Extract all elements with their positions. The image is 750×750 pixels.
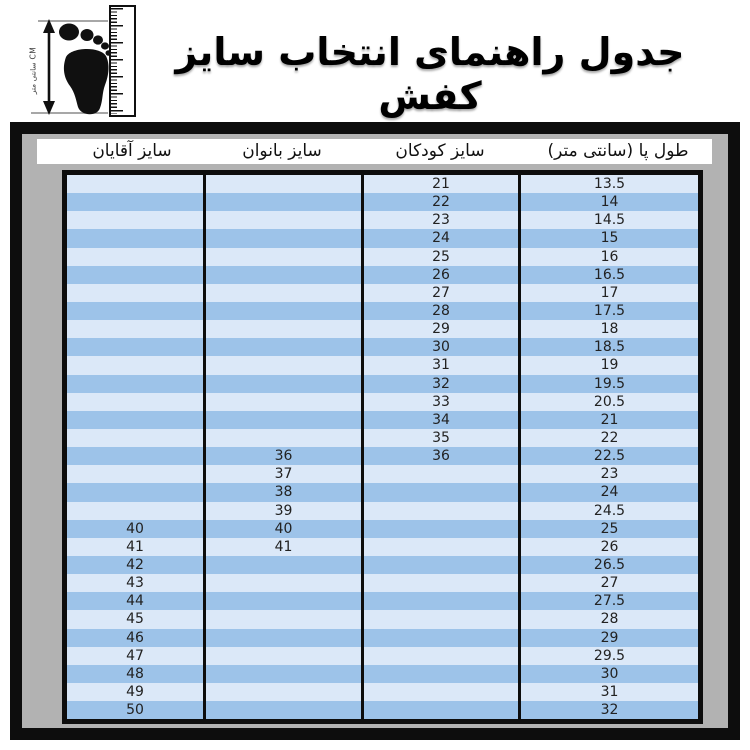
table-cell: 27 [518,574,698,592]
table-cell [203,266,361,284]
column-header-foot-length: طول پا (سانتی متر) [547,141,689,161]
table-row [67,701,698,719]
table-cell [67,411,203,429]
table-row [67,229,698,247]
table-row [67,574,698,592]
ruler-ticks-long [111,8,123,114]
cm-unit-label: CM سانتی متر [28,46,38,95]
table-row [67,683,698,701]
table-cell: 22 [518,429,698,447]
table-cell: 40 [126,520,144,537]
table-cell: 39 [203,502,361,520]
table-row [67,375,698,393]
table-cell: 36 [203,447,361,465]
table-cell: 47 [126,647,144,664]
table-row [67,647,698,665]
table-row [67,629,698,647]
table-cell: 25 [518,520,698,538]
table-cell [67,302,203,320]
table-cell [361,538,518,556]
table-row [67,338,698,356]
table-cell [203,284,361,302]
table-cell: 35 [361,429,518,447]
table-cell: 30 [361,338,518,356]
table-cell: 48 [126,665,144,682]
column-header-womens-size: سایز بانوان [242,141,322,161]
table-cell [67,338,203,356]
table-row [67,411,698,429]
table-row [67,538,698,556]
table-cell: 19.5 [518,375,698,393]
column-header-childrens-size: سایز کودکان [395,141,485,161]
page-title: جدول راهنمای انتخاب سایز کفش [175,30,685,118]
table-cell: 26 [361,266,518,284]
table-cell: 38 [203,483,361,501]
column-header-mens-size: سایز آقایان [92,141,172,161]
table-cell: 18.5 [518,338,698,356]
table-cell [361,465,518,483]
table-cell: 13.5 [518,175,698,193]
table-cell: 16 [518,248,698,266]
table-cell [203,356,361,374]
table-cell: 42 [126,557,144,574]
table-cell [361,592,518,610]
table-row [67,429,698,447]
table-row [67,284,698,302]
table-cell: 18 [518,320,698,338]
table-cell: 24 [361,229,518,247]
table-cell: 32 [361,375,518,393]
table-cell: 44 [126,593,144,610]
table-cell: 15 [518,229,698,247]
table-cell [203,629,361,647]
ruler-icon [109,5,136,117]
table-cell [203,393,361,411]
table-row [67,502,698,520]
table-cell: 41 [126,538,144,555]
table-cell: 33 [361,393,518,411]
table-cell [203,683,361,701]
table-cell: 23 [518,465,698,483]
table-cell [203,338,361,356]
table-cell [67,320,203,338]
size-table [62,170,703,724]
table-cell [67,175,203,193]
table-row [67,592,698,610]
table-cell [67,465,203,483]
table-cell [203,592,361,610]
table-cell [361,574,518,592]
table-cell [67,483,203,501]
table-row [67,610,698,628]
table-row [67,211,698,229]
table-cell: 31 [518,683,698,701]
table-cell: 19 [518,356,698,374]
table-cell [203,211,361,229]
table-cell: 45 [126,611,144,628]
table-cell: 28 [361,302,518,320]
size-table-body [67,175,698,719]
table-row [67,320,698,338]
table-row [67,665,698,683]
table-cell: 29 [361,320,518,338]
table-cell: 36 [361,447,518,465]
table-row [67,302,698,320]
size-chart-frame [10,122,740,740]
table-cell [203,574,361,592]
table-cell [67,447,203,465]
table-cell: 34 [361,411,518,429]
table-cell [203,610,361,628]
table-cell: 37 [203,465,361,483]
table-cell: 29.5 [518,647,698,665]
table-cell: 46 [126,629,144,646]
table-row [67,447,698,465]
table-cell: 43 [126,575,144,592]
table-cell [67,211,203,229]
table-row [67,175,698,193]
table-cell [67,248,203,266]
table-cell: 22 [361,193,518,211]
table-cell [361,647,518,665]
table-cell [361,610,518,628]
table-cell: 26.5 [518,556,698,574]
table-row [67,465,698,483]
table-cell [203,193,361,211]
table-row [67,393,698,411]
table-cell: 14 [518,193,698,211]
table-cell [67,193,203,211]
table-cell: 23 [361,211,518,229]
table-cell [361,483,518,501]
table-header-row [37,139,712,164]
table-row [67,266,698,284]
table-cell [361,520,518,538]
table-cell: 49 [126,684,144,700]
table-cell [67,284,203,302]
table-cell [203,411,361,429]
table-cell: 26 [518,538,698,556]
table-cell [67,429,203,447]
table-cell: 20.5 [518,393,698,411]
table-cell [203,375,361,393]
table-cell: 29 [518,629,698,647]
table-cell [67,393,203,411]
table-cell [203,429,361,447]
table-cell: 50 [126,702,144,719]
table-cell [361,556,518,574]
table-cell [67,266,203,284]
table-cell: 31 [361,356,518,374]
table-cell: 22.5 [518,447,698,465]
table-cell: 40 [203,520,361,538]
table-cell [361,701,518,719]
table-cell: 21 [518,411,698,429]
table-cell: 25 [361,248,518,266]
table-cell: 17.5 [518,302,698,320]
table-cell [203,229,361,247]
table-cell: 30 [518,665,698,683]
table-cell [67,356,203,374]
table-cell: 17 [518,284,698,302]
foot-measure-icon [18,4,136,118]
table-cell: 14.5 [518,211,698,229]
table-cell: 16.5 [518,266,698,284]
foot-sole-icon [59,24,112,115]
table-cell [361,502,518,520]
table-row [67,193,698,211]
table-row [67,556,698,574]
table-cell [203,248,361,266]
table-cell: 24.5 [518,502,698,520]
table-cell: 21 [361,175,518,193]
table-cell [203,647,361,665]
table-cell: 24 [518,483,698,501]
table-cell [67,229,203,247]
table-cell [361,665,518,683]
table-cell [203,665,361,683]
table-cell [203,701,361,719]
table-cell [203,556,361,574]
table-row [67,356,698,374]
table-cell [67,375,203,393]
table-cell [361,629,518,647]
table-cell [67,502,203,520]
table-cell [361,683,518,701]
table-row [67,483,698,501]
table-cell [203,175,361,193]
table-cell: 28 [518,610,698,628]
table-cell [203,320,361,338]
double-arrow-icon [43,19,55,115]
table-row [67,248,698,266]
table-row [67,520,698,538]
table-cell [203,302,361,320]
table-cell: 32 [518,701,698,719]
table-cell: 27 [361,284,518,302]
table-cell: 41 [203,538,361,556]
table-cell: 27.5 [518,592,698,610]
